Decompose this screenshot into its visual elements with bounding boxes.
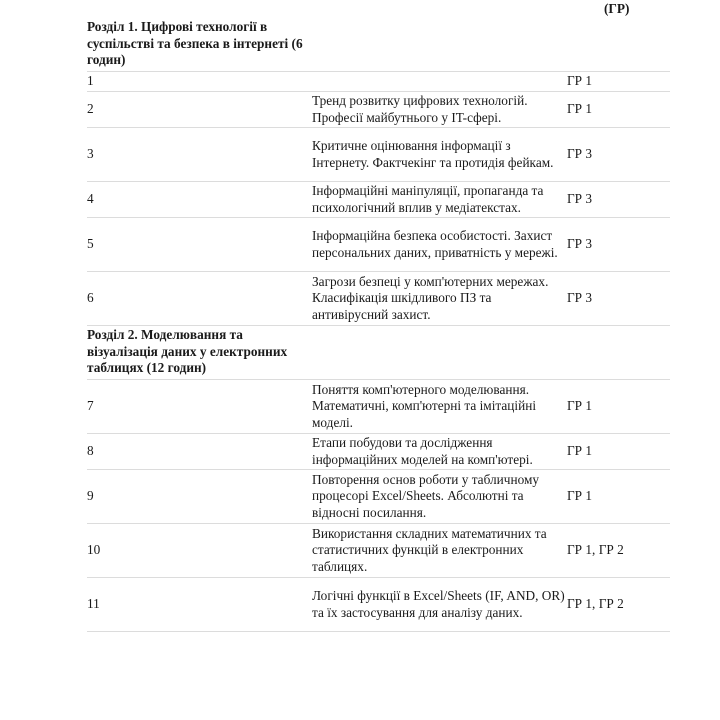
lesson-number: 8 (87, 443, 94, 459)
lesson-topic: Поняття комп'ютерного моделювання. Математичні, комп'ютерні та імітаційні моделі. (312, 381, 537, 430)
lesson-number: 5 (87, 236, 94, 252)
lesson-number: 4 (87, 191, 94, 207)
table-row (87, 72, 670, 92)
section-row (87, 18, 670, 72)
lesson-result: ГР 1 (567, 73, 593, 89)
lesson-result: ГР 3 (567, 290, 593, 306)
lesson-result: ГР 3 (567, 236, 593, 252)
table-row (87, 434, 670, 470)
lesson-result: ГР 1, ГР 2 (567, 596, 624, 612)
lesson-result: ГР 1 (567, 398, 593, 414)
lesson-topic: Повторення основ роботи у табличному процесорі Excel/Sheets. Абсолютні та відносні посилання. (312, 471, 540, 520)
lesson-topic: Загрози безпеці у комп'ютерних мережах. Класифікація шкідливого ПЗ та антивірусний захист. (312, 273, 549, 322)
results-column-header-fragment: (ГР) (604, 1, 630, 16)
table-row (87, 92, 670, 128)
lesson-topic: Інформаційні маніпуляції, пропаганда та психологічний вплив у медіатекстах. (312, 183, 544, 215)
lesson-topic: Критичне оцінювання інформації з Інтернету. Фактчекінг та протидія фейкам. (312, 138, 554, 170)
lesson-result: ГР 3 (567, 191, 593, 207)
lesson-number: 10 (87, 542, 101, 558)
section-row (87, 326, 670, 380)
lesson-number: 11 (87, 596, 100, 612)
table-row (87, 218, 670, 272)
lesson-result: ГР 3 (567, 146, 593, 162)
lesson-topic: Використання складних математичних та статистичних функцій в електронних таблицях. (312, 525, 547, 574)
table-row (87, 524, 670, 578)
lesson-topic: Етапи побудови та дослідження інформаційних моделей на комп'ютері. (312, 435, 533, 467)
lesson-topic (312, 81, 567, 83)
table-row (87, 578, 670, 632)
lesson-number: 2 (87, 101, 94, 117)
lesson-topic: Логічні функції в Excel/Sheets (IF, AND, OR) та їх застосування для аналізу даних. (312, 588, 565, 620)
lesson-topic: Інформаційна безпека особистості. Захист персональних даних, приватність у мережі. (312, 228, 558, 260)
lesson-number: 6 (87, 290, 94, 306)
section-title: Розділ 1. Цифрові технології в суспільстві та безпека в інтернеті (6 годин) (87, 19, 303, 67)
lesson-number: 1 (87, 73, 94, 89)
lesson-result: ГР 1, ГР 2 (567, 542, 624, 558)
lesson-result: ГР 1 (567, 443, 593, 459)
table-row (87, 182, 670, 218)
lesson-number: 3 (87, 146, 94, 162)
table-row (87, 470, 670, 524)
table-row (87, 380, 670, 434)
table-row (87, 272, 670, 326)
table-body (87, 18, 670, 632)
lesson-number: 7 (87, 398, 94, 414)
lesson-topic: Тренд розвитку цифрових технологій. Професії майбутнього у IT-сфері. (312, 93, 528, 125)
lesson-number: 9 (87, 488, 94, 504)
lesson-result: ГР 1 (567, 488, 593, 504)
table-row (87, 128, 670, 182)
lesson-result: ГР 1 (567, 101, 593, 117)
section-title: Розділ 2. Моделювання та візуалізація даних у електронних таблицях (12 годин) (87, 327, 288, 375)
